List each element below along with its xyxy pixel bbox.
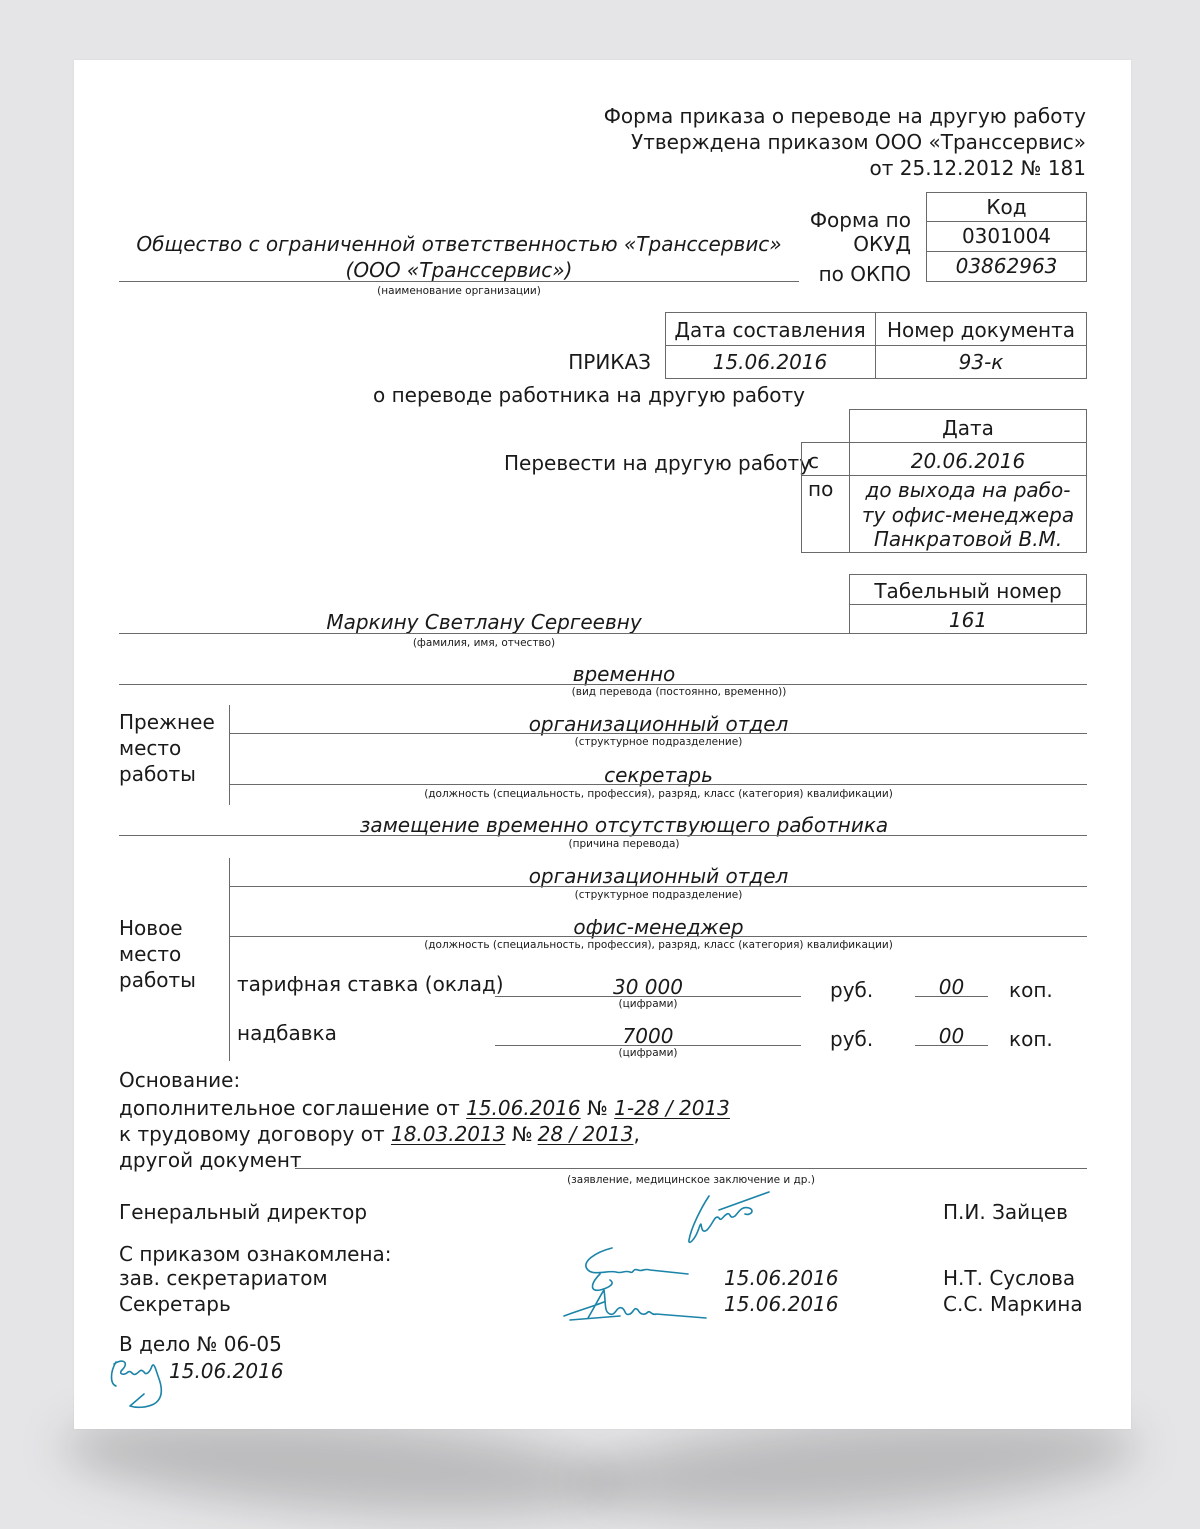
bonus-rub-underline <box>495 1045 801 1046</box>
new-job-label-3: работы <box>119 968 196 992</box>
salary-kop-label: коп. <box>1009 978 1053 1002</box>
transfer-type-caption: (вид перевода (постоянно, временно)) <box>571 686 787 698</box>
order-date-header: Дата составления <box>674 318 866 342</box>
signer1-name: Н.Т. Суслова <box>943 1266 1076 1290</box>
previous-job-label-3: работы <box>119 762 196 786</box>
basis-agreement-number: 1-28 / 2013 <box>614 1096 730 1120</box>
transfer-type-underline <box>119 684 1087 685</box>
transfer-from-label: с <box>808 449 819 473</box>
signer1-title: зав. секретариатом <box>119 1266 328 1290</box>
order-title: ПРИКАЗ <box>568 350 651 374</box>
previous-department-underline <box>230 733 1087 734</box>
signer2-name: С.С. Маркина <box>943 1292 1083 1316</box>
organization-caption: (наименование организации) <box>377 285 541 297</box>
transfer-type: временно <box>572 662 676 686</box>
order-number-header: Номер документа <box>886 318 1076 342</box>
new-department: организационный отдел <box>528 864 789 888</box>
organization-name: Общество с ограниченной ответственностью «Транссервис» <box>136 232 782 256</box>
codes-header: Код <box>986 195 1027 219</box>
transfer-reason: замещение временно отсутствующего работника <box>359 813 889 837</box>
salary-rub-label: руб. <box>830 978 874 1002</box>
bonus-label: надбавка <box>237 1021 337 1045</box>
previous-position-caption: (должность (специальность, профессия), разряд, класс (категория) квалификации) <box>424 788 893 800</box>
salary-digits-caption: (цифрами) <box>618 998 678 1010</box>
okpo-label: по ОКПО <box>818 262 911 286</box>
director-signature-icon <box>679 1188 779 1248</box>
order-table-divider <box>665 345 1087 346</box>
previous-job-label-2: место <box>119 736 182 760</box>
new-department-caption: (структурное подразделение) <box>574 889 743 901</box>
basis-other-caption: (заявление, медицинское заключение и др.) <box>567 1174 815 1186</box>
employee-name-underline <box>119 633 849 634</box>
new-job-label-2: место <box>119 942 182 966</box>
transfer-from-date: 20.06.2016 <box>910 449 1026 473</box>
file-signature-icon <box>108 1352 168 1412</box>
bonus-digits-caption: (цифрами) <box>618 1047 678 1059</box>
transfer-to-line3: Панкратовой В.М. <box>873 527 1063 551</box>
transfer-label: Перевести на другую работу <box>504 451 812 475</box>
basis-line-1 <box>119 1096 730 1120</box>
transfer-to-line2: ту офис-менеджера <box>861 503 1075 527</box>
form-approval: Утверждена приказом ООО «Транссервис» <box>631 130 1086 154</box>
basis-title: Основание: <box>119 1068 241 1092</box>
new-position-caption: (должность (специальность, профессия), разряд, класс (категория) квалификации) <box>424 939 893 951</box>
previous-position: секретарь <box>604 763 713 787</box>
signer1-date: 15.06.2016 <box>724 1266 839 1290</box>
salary-kop-underline <box>915 996 988 997</box>
file-label: В дело № 06-05 <box>119 1332 282 1356</box>
basis-contract-suffix: , <box>633 1122 640 1146</box>
previous-department: организационный отдел <box>528 712 789 736</box>
new-job-label-1: Новое <box>119 916 183 940</box>
document-page <box>74 60 1131 1429</box>
okpo-code: 03862963 <box>955 254 1058 278</box>
okud-label-line2: ОКУД <box>853 232 911 256</box>
salary-kop: 00 <box>938 975 965 999</box>
salary-rub-underline <box>495 996 801 997</box>
bonus-rub: 7000 <box>622 1024 674 1048</box>
signer2-signature-icon <box>560 1280 710 1340</box>
bonus-kop: 00 <box>938 1024 965 1048</box>
basis-agreement-date: 15.06.2016 <box>466 1096 581 1120</box>
basis-agreement-no: № <box>586 1096 608 1120</box>
new-position: офис-менеджер <box>573 915 744 939</box>
bonus-kop-label: коп. <box>1009 1027 1053 1051</box>
basis-contract-prefix: к трудовому договору от <box>119 1122 385 1146</box>
director-name: П.И. Зайцев <box>943 1200 1068 1224</box>
signer2-date: 15.06.2016 <box>724 1292 839 1316</box>
order-date: 15.06.2016 <box>712 350 828 374</box>
form-approval-date: от 25.12.2012 № 181 <box>869 156 1086 180</box>
bonus-kop-underline <box>915 1045 988 1046</box>
previous-job-label-1: Прежнее <box>119 710 215 734</box>
employee-name: Маркину Светлану Сергеевну <box>326 610 642 634</box>
new-department-underline <box>230 886 1087 887</box>
okud-label-line1: Форма по <box>809 208 911 232</box>
new-position-underline <box>230 936 1087 937</box>
basis-other-underline <box>295 1168 1087 1169</box>
salary-rub: 30 000 <box>613 975 683 999</box>
salary-label: тарифная ставка (оклад) <box>237 972 504 996</box>
okud-code: 0301004 <box>961 224 1052 248</box>
employee-name-caption: (фамилия, имя, отчество) <box>412 637 556 649</box>
transfer-to-label: по <box>808 477 834 501</box>
acquainted-label: С приказом ознакомлена: <box>119 1242 392 1266</box>
signer2-title: Секретарь <box>119 1292 231 1316</box>
transfer-reason-caption: (причина перевода) <box>568 838 680 850</box>
previous-position-underline <box>230 784 1087 785</box>
director-title: Генеральный директор <box>119 1200 368 1224</box>
file-date: 15.06.2016 <box>169 1359 284 1383</box>
basis-contract-no: № <box>511 1122 533 1146</box>
organization-underline <box>119 281 799 282</box>
order-subtitle: о переводе работника на другую работу <box>373 383 806 407</box>
previous-department-caption: (структурное подразделение) <box>574 736 743 748</box>
transfer-date-header: Дата <box>942 416 994 440</box>
basis-other-prefix: другой документ <box>119 1148 302 1172</box>
basis-line-2 <box>119 1122 640 1146</box>
basis-contract-date: 18.03.2013 <box>390 1122 506 1146</box>
organization-short-name: (ООО «Транссервис») <box>345 258 573 282</box>
form-title: Форма приказа о переводе на другую работу <box>603 104 1086 128</box>
tab-number-header: Табельный номер <box>874 579 1062 603</box>
transfer-to-line1: до выхода на рабо- <box>865 478 1071 502</box>
bonus-rub-label: руб. <box>830 1027 874 1051</box>
basis-contract-number: 28 / 2013 <box>537 1122 634 1146</box>
order-number: 93-к <box>958 350 1004 374</box>
basis-agreement-prefix: дополнительное соглашение от <box>119 1096 460 1120</box>
transfer-reason-underline <box>119 835 1087 836</box>
tab-number: 161 <box>948 608 988 632</box>
